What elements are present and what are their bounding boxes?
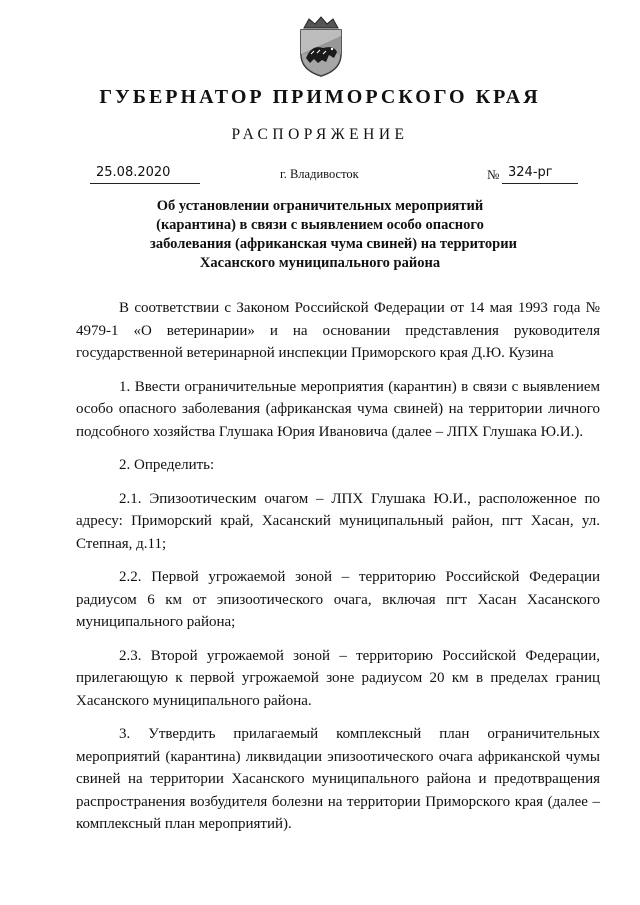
clause-1-paragraph: 1. Ввести ограничительные мероприятия (карантин) в связи с выявлением особо опасного заболевания (африканская чума свиней) на территории личного подсобного хозяйства Глушака Юрия Ивановича (далее – ЛПХ Глушака Ю.И.). — [76, 378, 600, 440]
primorsky-krai-coat-of-arms-icon — [296, 14, 346, 78]
clause-2-2-paragraph: 2.2. Первой угрожаемой зоной – территорию Российской Федерации радиусом 6 км от эпизоотического очага, включая пгт Хасан Хасанского муниципального района; — [76, 569, 600, 630]
issuing-authority-title: ГУБЕРНАТОР ПРИМОРСКОГО КРАЯ — [99, 86, 541, 108]
document-subject — [150, 197, 517, 273]
document-date: 25.08.2020 — [96, 165, 171, 180]
document-number: 324-рг — [508, 165, 553, 180]
clause-3-paragraph: 3. Утвердить прилагаемый комплексный план ограничительных мероприятий (карантина) ликвидации эпизоотического очага африканской чумы свиней на территории Хасанского муниципального района и предотвращения распространения возбудителя болезни на территории Приморского края (далее – комплексный план мероприятий). — [76, 726, 600, 832]
document-type-heading: РАСПОРЯЖЕНИЕ — [231, 126, 409, 143]
subject-line: Об установлении ограничительных мероприятий — [156, 198, 484, 214]
subject-line: заболевания (африканская чума свиней) на территории — [150, 236, 517, 252]
clause-2-3-paragraph: 2.3. Второй угрожаемой зоной – территорию Российской Федерации, прилегающую к первой угрожаемой зоне радиусом 20 км в пределах границ Хасанского муниципального района. — [76, 647, 600, 709]
clause-2-paragraph: 2. Определить: — [119, 457, 215, 473]
document-meta-row — [0, 165, 640, 187]
preamble-paragraph: В соответствии с Законом Российской Федерации от 14 мая 1993 года № 4979-1 «О ветеринарии» и на основании представления руководителя государственной ветеринарной инспекции Приморского края Д.Ю. Кузина — [76, 300, 600, 361]
subject-line: Хасанского муниципального района — [199, 255, 441, 271]
issue-city: г. Владивосток — [280, 167, 359, 181]
document-body — [76, 297, 600, 847]
document-date-field — [90, 165, 200, 184]
subject-line: (карантина) в связи с выявлением особо опасного — [156, 217, 484, 233]
document-number-label: № — [487, 167, 500, 182]
document-number-field — [502, 165, 578, 184]
clause-2-1-paragraph: 2.1. Эпизоотическим очагом – ЛПХ Глушака Ю.И., расположенное по адресу: Приморский край, Хасанский муниципальный район, пгт Хасан, ул. Степная, д.11; — [76, 490, 600, 552]
